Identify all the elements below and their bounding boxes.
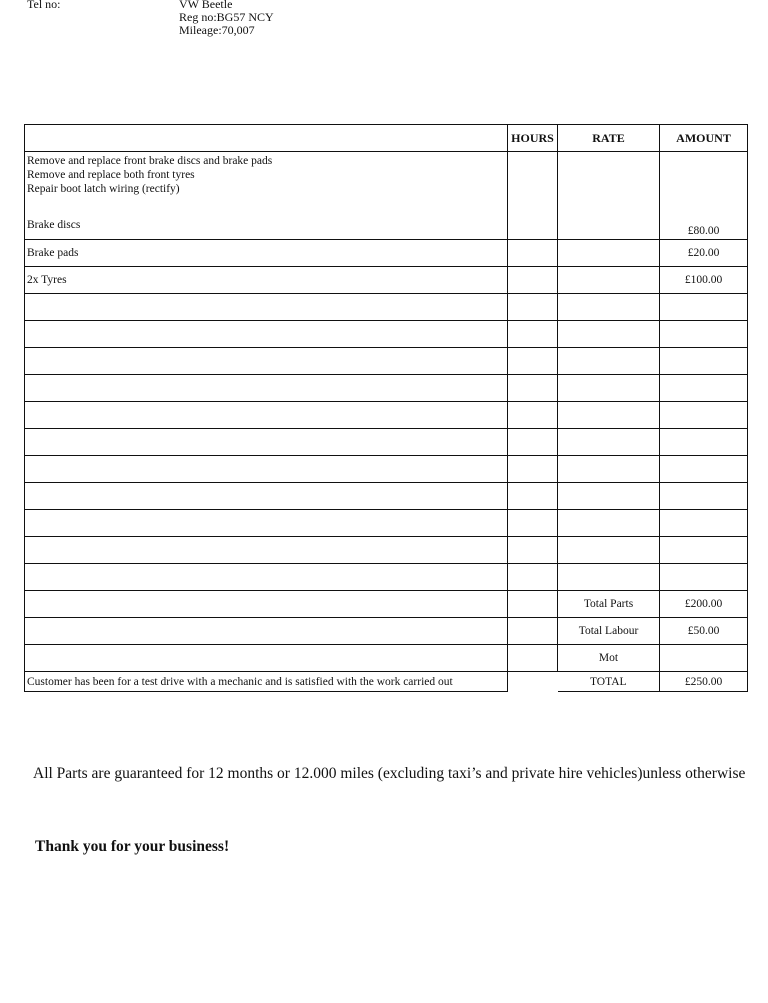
customer-note: Customer has been for a test drive with a mechanic and is satisfied with the work carried out	[25, 672, 508, 692]
empty-row	[25, 510, 748, 537]
rate-cell	[558, 152, 660, 240]
hours-cell	[508, 152, 558, 240]
item-amount: £80.00	[687, 225, 720, 237]
total-labour-label: Total Labour	[558, 618, 660, 645]
tel-label: Tel no:	[27, 0, 61, 11]
mot-label: Mot	[558, 645, 660, 672]
empty-row	[25, 429, 748, 456]
empty-row	[25, 456, 748, 483]
vehicle-info	[179, 0, 274, 37]
vehicle-model: VW Beetle	[179, 0, 233, 11]
total-labour-row	[25, 618, 748, 645]
work-description-cell	[25, 152, 508, 240]
item-desc: 2x Tyres	[25, 267, 508, 294]
empty-row	[25, 348, 748, 375]
item-brake-discs: Brake discs	[27, 219, 81, 231]
col-hours: HOURS	[508, 125, 558, 152]
total-parts-row	[25, 591, 748, 618]
empty-row	[25, 402, 748, 429]
table-row	[25, 240, 748, 267]
total-value: £250.00	[660, 672, 748, 692]
thanks-text: Thank you for your business!	[35, 838, 230, 855]
empty-row	[25, 321, 748, 348]
empty-row	[25, 564, 748, 591]
col-rate: RATE	[558, 125, 660, 152]
mot-row	[25, 645, 748, 672]
vehicle-reg: Reg no:BG57 NCY	[179, 10, 274, 24]
col-description	[25, 125, 508, 152]
table-row	[25, 267, 748, 294]
empty-row	[25, 483, 748, 510]
col-amount: AMOUNT	[660, 125, 748, 152]
item-amount: £100.00	[660, 267, 748, 294]
total-label: TOTAL	[558, 672, 660, 692]
empty-row	[25, 294, 748, 321]
work-line: Remove and replace front brake discs and brake pads	[27, 155, 273, 167]
total-labour-value: £50.00	[660, 618, 748, 645]
work-line: Remove and replace both front tyres	[27, 169, 195, 181]
guarantee-text: All Parts are guaranteed for 12 months or 12.000 miles (excluding taxi’s and private hire vehicles)unless otherwise	[33, 765, 746, 782]
mot-value	[660, 645, 748, 672]
empty-row	[25, 375, 748, 402]
table-header-row	[25, 125, 748, 152]
empty-rows	[25, 294, 748, 591]
vehicle-mileage: Mileage:70,007	[179, 23, 255, 37]
amount-cell	[660, 152, 748, 240]
work-line: Repair boot latch wiring (rectify)	[27, 183, 180, 195]
invoice-table	[24, 124, 748, 692]
total-parts-value: £200.00	[660, 591, 748, 618]
item-amount: £20.00	[660, 240, 748, 267]
total-parts-label: Total Parts	[558, 591, 660, 618]
total-row	[25, 672, 748, 692]
empty-row	[25, 537, 748, 564]
work-description-row	[25, 152, 748, 240]
item-desc: Brake pads	[25, 240, 508, 267]
